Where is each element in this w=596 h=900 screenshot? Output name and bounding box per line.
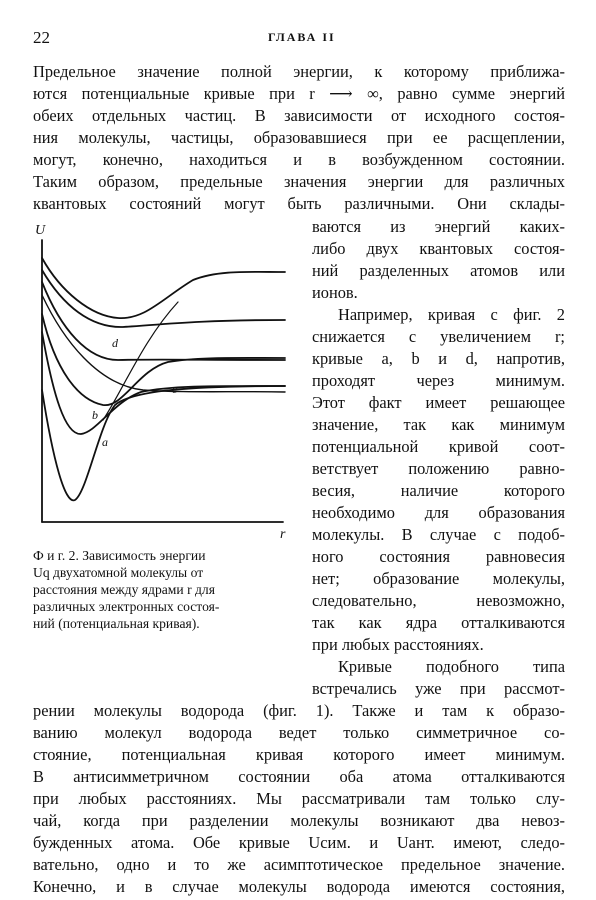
text-line: встречались уже при рассмот- xyxy=(312,679,565,698)
caption-line: Ф и г. 2. Зависимость энергии xyxy=(33,548,206,563)
caption-line: различных электронных состоя- xyxy=(33,599,220,614)
caption-line: расстояния между ядрами r для xyxy=(33,582,215,597)
text-line: нет; образование молекулы, xyxy=(312,569,565,588)
text-line: необходимо для образования xyxy=(312,503,565,522)
curve-label-d: d xyxy=(112,336,118,350)
text-line: при любых расстояниях. xyxy=(312,635,484,654)
text-line: следовательно, невозможно, xyxy=(312,591,565,610)
text-line: ваются из энергий каких- xyxy=(312,217,565,236)
text-line: при любых расстояниях. Мы рассматривали там только слу- xyxy=(33,789,565,808)
curve-c xyxy=(42,295,285,392)
page-number: 22 xyxy=(33,28,50,47)
text-line: ванию молекул водорода ведет только симметричное со- xyxy=(33,723,565,742)
text-line: молекулы. В случае c подоб- xyxy=(312,525,565,544)
text-line: стояние, потенциальная кривая которого имеет минимум. xyxy=(33,745,565,764)
text-line: Кривые подобного типа xyxy=(338,657,565,676)
text-line: ются потенциальные кривые при r ⟶ ∞, равно сумме энергий xyxy=(33,84,565,103)
text-line: ионов. xyxy=(312,283,358,302)
text-line: значение, так как минимум xyxy=(312,415,565,434)
curve-label-b: b xyxy=(92,408,98,422)
text-line: Предельное значение полной энергии, к которому приближа- xyxy=(33,62,565,81)
curve-d-tail xyxy=(103,302,178,420)
text-line: могут, конечно, находиться и в возбужденном состоянии. xyxy=(33,150,565,169)
caption-line: Uq двухатомной молекулы от xyxy=(33,565,204,580)
curve-a xyxy=(42,386,285,500)
text-line: Конечно, и в случае молекулы водорода имеются состояния, xyxy=(33,877,565,896)
text-line: рении молекулы водорода (фиг. 1). Также и там к образо- xyxy=(33,701,565,720)
potential-curves-diagram xyxy=(33,220,295,545)
text-line: Таким образом, предельные значения энергии для различных xyxy=(33,172,565,191)
text-line: бужденных атома. Обе кривые Uсим. и Uант. имеют, следо- xyxy=(33,833,565,852)
text-line: квантовых состояний могут быть различными. Они склады- xyxy=(33,194,565,213)
text-line: ний разделенных атомов или xyxy=(312,261,565,280)
curve-b xyxy=(42,332,285,434)
text-line: чай, когда при разделении молекулы возникают два невоз- xyxy=(33,811,565,830)
caption-line: ний (потенциальная кривая). xyxy=(33,616,200,631)
text-line: потенциальной кривой соот- xyxy=(312,437,565,456)
text-line: вательно, одно и то же асимптотическое предельное значение. xyxy=(33,855,565,874)
text-line: Этот факт имеет решающее xyxy=(312,393,565,412)
text-line: В антисимметричном состоянии оба атома отталкиваются xyxy=(33,767,565,786)
text-line: ного состояния равновесия xyxy=(312,547,565,566)
curve-label-c: c xyxy=(172,382,178,396)
text-line: ния молекулы, частицы, образовавшиеся при ее расщеплении, xyxy=(33,128,565,147)
y-axis-label: U xyxy=(35,223,46,238)
text-line: обеих отдельных частиц. В зависимости от исходного состоя- xyxy=(33,106,565,125)
text-line: проходят через минимум. xyxy=(312,371,565,390)
text-line: кривые a, b и d, напротив, xyxy=(312,349,565,368)
figure-2 xyxy=(33,220,295,545)
text-line: весия, наличие которого xyxy=(312,481,565,500)
text-line: Например, кривая c фиг. 2 xyxy=(338,305,565,324)
curve-label-a: a xyxy=(102,435,108,449)
text-line: либо двух квантовых состоя- xyxy=(312,239,565,258)
text-line: снижается с увеличением r; xyxy=(312,327,565,346)
curve-d xyxy=(42,258,285,318)
text-line: так как ядра отталкиваются xyxy=(312,613,565,632)
text-line: ветствует положению равно- xyxy=(312,459,565,478)
x-axis-label: r xyxy=(280,527,286,542)
chapter-title: ГЛАВА II xyxy=(268,30,336,44)
